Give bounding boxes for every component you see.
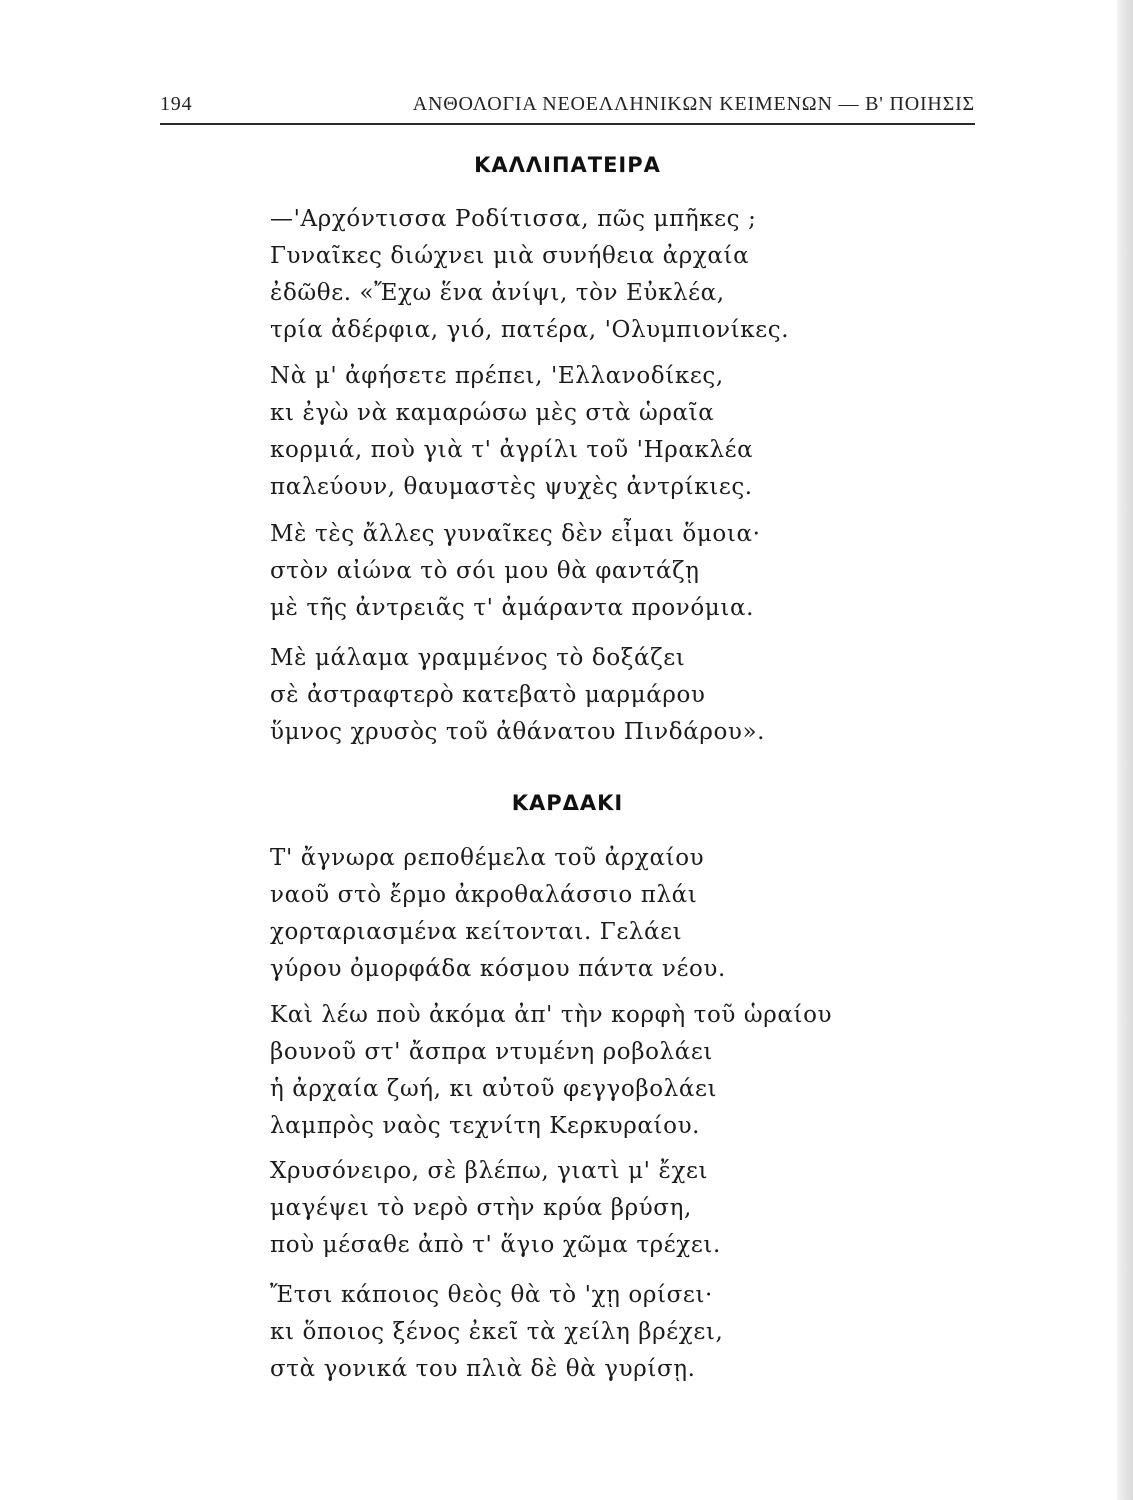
bleed-through — [760, 150, 1090, 480]
poem-title: ΚΑΛΛΙΠΑΤΕΙΡΑ — [474, 153, 661, 177]
verse-line: μαγέψει τὸ νερὸ στὴν κρύα βρύση, — [270, 1195, 692, 1221]
verse-line: γύρου ὀμορφάδα κόσμου πάντα νέου. — [270, 956, 726, 982]
verse-line: κορμιά, ποὺ γιὰ τ' ἀγρίλι τοῦ 'Ηρακλέα — [270, 437, 754, 463]
stanza — [270, 640, 765, 751]
stanza — [270, 1277, 723, 1388]
page-edge-shadow — [1117, 0, 1133, 1500]
verse-line: βουνοῦ στ' ἄσπρα ντυμένη ροβολάει — [270, 1039, 713, 1065]
header-rule — [160, 123, 975, 125]
verse-line: μὲ τῆς ἀντρειᾶς τ' ἀμάραντα προνόμια. — [270, 595, 755, 621]
verse-line: στὸν αἰώνα τὸ σόι μου θὰ φαντάζῃ — [270, 558, 700, 584]
verse-line: Τ' ἄγνωρα ρεποθέμελα τοῦ ἀρχαίου — [270, 845, 705, 871]
running-title: ΑΝΘΟΛΟΓΙΑ ΝΕΟΕΛΛΗΝΙΚΩΝ ΚΕΙΜΕΝΩΝ — Β' ΠΟΙΗΣΙΣ — [412, 93, 975, 115]
verse-line: ποὺ μέσαθε ἀπὸ τ' ἅγιο χῶμα τρέχει. — [270, 1232, 721, 1258]
verse-line: κι ὅποιος ξένος ἐκεῖ τὰ χείλη βρέχει, — [270, 1319, 724, 1345]
verse-line: σὲ ἀστραφτερὸ κατεβατὸ μαρμάρου — [270, 682, 706, 708]
verse-line: λαμπρὸς ναὸς τεχνίτη Κερκυραίου. — [270, 1113, 701, 1139]
verse-line: κι ἐγὼ νὰ καμαρώσω μὲς στὰ ὡραῖα — [270, 400, 715, 426]
verse-line: Μὲ μάλαμα γραμμένος τὸ δοξάζει — [270, 645, 686, 671]
verse-line: στὰ γονικά του πλιὰ δὲ θὰ γυρίσῃ. — [270, 1356, 696, 1382]
verse-line: Χρυσόνειρο, σὲ βλέπω, γιατὶ μ' ἔχει — [270, 1158, 709, 1184]
poem-title: ΚΑΡΔΑΚΙ — [511, 791, 624, 815]
verse-line: Γυναῖκες διώχνει μιὰ συνήθεια ἀρχαία — [270, 243, 750, 269]
verse-line: ἡ ἀρχαία ζωή, κι αὐτοῦ φεγγοβολάει — [270, 1076, 718, 1102]
page-number: 194 — [160, 93, 193, 115]
verse-line: Ἔτσι κάποιος θεὸς θὰ τὸ 'χῃ ορίσει· — [270, 1282, 713, 1308]
verse-line: —'Αρχόντισσα Ροδίτισσα, πῶς μπῆκες ; — [270, 206, 757, 232]
stanza — [270, 997, 832, 1145]
verse-line: χορταριασμένα κείτονται. Γελάει — [270, 919, 683, 945]
stanza — [270, 201, 789, 349]
running-header — [160, 93, 975, 116]
verse-line: Καὶ λέω ποὺ ἀκόμα ἀπ' τὴν κορφὴ τοῦ ὡραίου — [270, 1002, 833, 1028]
verse-line: ναοῦ στὸ ἔρμο ἀκροθαλάσσιο πλάι — [270, 882, 698, 908]
verse-line: ἐδῶθε. «Ἔχω ἕνα ἀνίψι, τὸν Εὐκλέα, — [270, 280, 725, 306]
stanza — [270, 516, 761, 627]
stanza — [270, 840, 726, 988]
verse-line: παλεύουν, θαυμαστὲς ψυχὲς ἀντρίκιες. — [270, 474, 753, 500]
verse-line: τρία ἀδέρφια, γιό, πατέρα, 'Ολυμπιονίκες. — [270, 317, 790, 343]
stanza — [270, 1153, 721, 1264]
stanza — [270, 358, 753, 506]
verse-line: ὕμνος χρυσὸς τοῦ ἀθάνατου Πινδάρου». — [270, 719, 766, 745]
verse-line: Νὰ μ' ἀφήσετε πρέπει, 'Ελλανοδίκες, — [270, 363, 724, 389]
verse-line: Μὲ τὲς ἄλλες γυναῖκες δὲν εἶμαι ὅμοια· — [270, 521, 761, 547]
